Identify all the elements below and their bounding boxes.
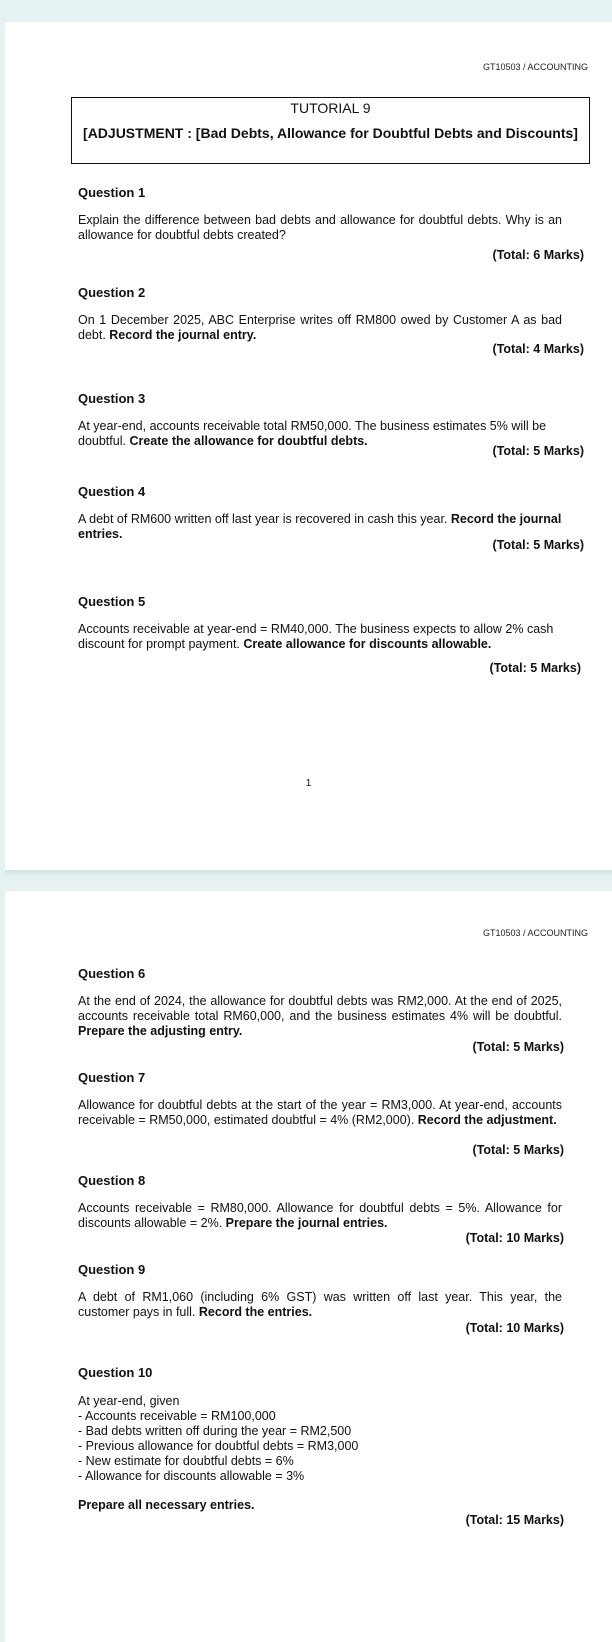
course-code-header: GT10503 / ACCOUNTING — [482, 62, 588, 72]
question-7 — [78, 1070, 562, 1128]
title-box — [71, 97, 590, 164]
tutorial-title: TUTORIAL 9 — [290, 100, 371, 116]
question-instruction: Record the adjustment. — [417, 1113, 557, 1127]
given-line: - Previous allowance for doubtful debts = RM3,000 — [78, 1439, 359, 1453]
question-text — [78, 419, 562, 449]
question-title: Question 5 — [78, 594, 146, 609]
marks-q10: (Total: 15 Marks) — [465, 1513, 564, 1527]
question-body: At year-end, accounts receivable total RM50,000. The business estimates 5% will be doubtful. — [78, 419, 547, 448]
given-line: - New estimate for doubtful debts = 6% — [78, 1454, 294, 1468]
given-list — [78, 1394, 562, 1484]
question-title: Question 7 — [78, 1070, 146, 1085]
marks-q1: (Total: 6 Marks) — [492, 248, 584, 262]
course-code-header: GT10503 / ACCOUNTING — [482, 928, 588, 938]
question-instruction: Record the entries. — [198, 1305, 313, 1319]
question-9 — [78, 1262, 562, 1320]
question-text — [78, 994, 562, 1039]
question-instruction: Prepare all necessary entries. — [78, 1498, 255, 1512]
question-2 — [78, 285, 562, 343]
marks-q6: (Total: 5 Marks) — [472, 1040, 564, 1054]
given-line: - Accounts receivable = RM100,000 — [78, 1409, 276, 1423]
question-text — [78, 213, 562, 243]
marks-q8: (Total: 10 Marks) — [465, 1231, 564, 1245]
marks-q2: (Total: 4 Marks) — [492, 342, 584, 356]
given-line: - Bad debts written off during the year = RM2,500 — [78, 1424, 352, 1438]
question-title: Question 2 — [78, 285, 146, 300]
question-body: Accounts receivable = RM80,000. Allowance for doubtful debts = 5%. Allowance for discounts allowable = 2%. — [78, 1201, 562, 1230]
question-body: Explain the difference between bad debts and allowance for doubtful debts. Why is an allowance for doubtful debts created? — [78, 213, 562, 242]
question-body: A debt of RM1,060 (including 6% GST) was written off last year. This year, the customer pays in full. — [78, 1290, 562, 1319]
marks-q7: (Total: 5 Marks) — [472, 1143, 564, 1157]
question-instruction: Create allowance for discounts allowable. — [243, 637, 492, 651]
document-page-1 — [5, 22, 612, 872]
question-instruction: Record the journal entry. — [109, 328, 257, 342]
marks-q4: (Total: 5 Marks) — [492, 538, 584, 552]
question-instruction: Prepare the journal entries. — [225, 1216, 388, 1230]
question-4 — [78, 484, 562, 542]
question-5 — [78, 594, 562, 652]
question-body: At the end of 2024, the allowance for doubtful debts was RM2,000. At the end of 2025, accounts receivable total RM60,000, and the business estimates 4% will be doubtful. — [78, 994, 562, 1023]
question-title: Question 4 — [78, 484, 146, 499]
given-line: - Allowance for discounts allowable = 3% — [78, 1469, 305, 1483]
question-text — [78, 313, 562, 343]
question-10 — [78, 1365, 562, 1513]
question-6 — [78, 966, 562, 1039]
question-instruction: Record the journal entries. — [78, 512, 562, 541]
given-line: At year-end, given — [78, 1394, 180, 1408]
marks-q5: (Total: 5 Marks) — [489, 661, 581, 675]
question-8 — [78, 1173, 562, 1231]
question-title: Question 9 — [78, 1262, 146, 1277]
question-title: Question 10 — [78, 1365, 153, 1380]
page-separator — [5, 870, 612, 876]
question-title: Question 3 — [78, 391, 146, 406]
question-text — [78, 1201, 562, 1231]
question-1 — [78, 185, 562, 243]
question-instruction: Prepare the adjusting entry. — [78, 1024, 243, 1038]
tutorial-subtitle: [ADJUSTMENT : [Bad Debts, Allowance for Doubtful Debts and Discounts] — [83, 125, 578, 141]
marks-q3: (Total: 5 Marks) — [492, 444, 584, 458]
page-number: 1 — [305, 778, 312, 789]
question-title: Question 6 — [78, 966, 146, 981]
question-text — [78, 1290, 562, 1320]
question-text — [78, 512, 562, 542]
question-body: Allowance for doubtful debts at the start of the year = RM3,000. At year-end, accounts receivable = RM50,000, estimated doubtful = 4% (RM2,000). — [78, 1098, 562, 1127]
question-text — [78, 622, 562, 652]
question-body: Accounts receivable at year-end = RM40,000. The business expects to allow 2% cash discount for prompt payment. — [78, 622, 554, 651]
question-instruction: Create the allowance for doubtful debts. — [129, 434, 368, 448]
question-title: Question 8 — [78, 1173, 146, 1188]
question-title: Question 1 — [78, 185, 146, 200]
question-body: A debt of RM600 written off last year is recovered in cash this year. — [78, 512, 451, 526]
question-text — [78, 1098, 562, 1128]
marks-q9: (Total: 10 Marks) — [465, 1321, 564, 1335]
question-3 — [78, 391, 562, 449]
question-body: On 1 December 2025, ABC Enterprise writes off RM800 owed by Customer A as bad debt. — [78, 313, 562, 342]
document-page-2 — [5, 891, 612, 1642]
